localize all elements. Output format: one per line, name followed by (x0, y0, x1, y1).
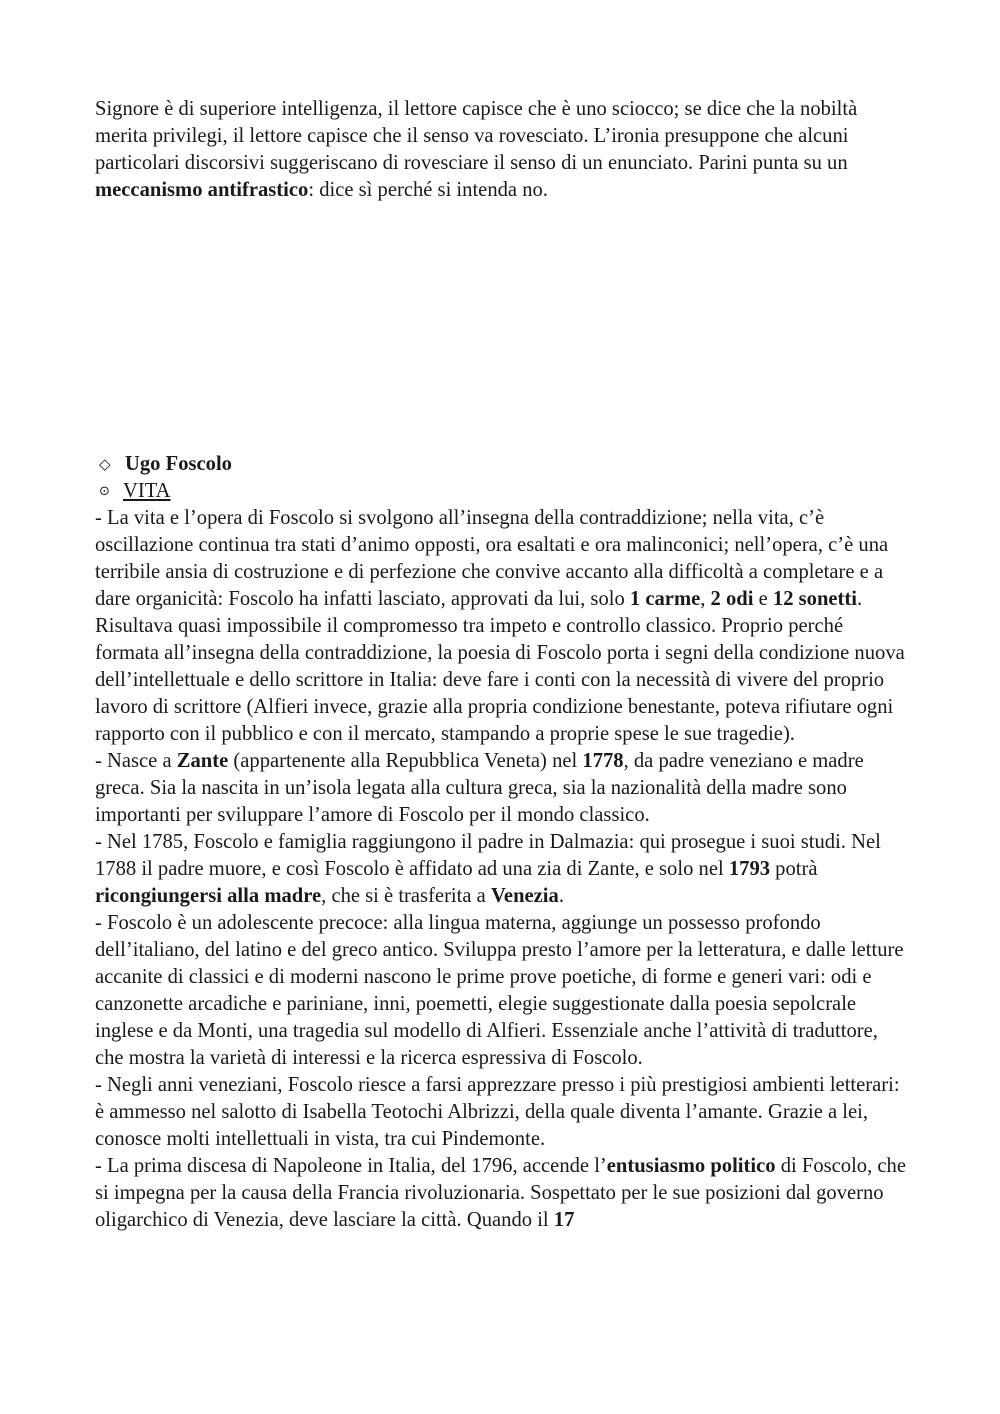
vita-paragraph-3 (95, 829, 910, 910)
subsection-heading (95, 478, 910, 505)
subsection-title: VITA (123, 480, 171, 502)
circle-bullet-icon: ⊙ (99, 484, 110, 499)
bold-term: 1 carme (629, 588, 701, 610)
vita-text: , da padre veneziano e madre greca. Sia la nascita in un’isola legata alla cultura greca, sia la nazionalità della madre sono importanti per sviluppare l’amore di Foscolo per il mondo classico. (95, 750, 864, 826)
vita-paragraph-4 (95, 910, 910, 1072)
bold-term: 1778 (582, 750, 624, 772)
bold-term: entusiasmo politico (606, 1155, 776, 1177)
vita-text: - Nel 1785, Foscolo e famiglia raggiungono il padre in Dalmazia: qui prosegue i suoi studi. Nel 1788 il padre muore, e così Foscolo è affidato ad una zia di Zante, e solo nel (95, 831, 881, 880)
vita-text: e (753, 588, 773, 610)
bold-term: 17 (553, 1209, 575, 1231)
vita-text: , che si è trasferita a (321, 885, 491, 907)
vita-paragraph-2 (95, 748, 910, 829)
bold-term: ricongiungersi alla madre (95, 885, 322, 907)
bold-term: 2 odi (710, 588, 754, 610)
page-gap (95, 204, 910, 451)
bold-term: 12 sonetti (772, 588, 857, 610)
intro-paragraph (95, 96, 910, 204)
vita-text: (appartenente alla Repubblica Veneta) nel (228, 750, 583, 772)
vita-text: , (700, 588, 711, 610)
vita-paragraph-1 (95, 505, 910, 748)
vita-text: - Negli anni veneziani, Foscolo riesce a farsi apprezzare presso i più prestigiosi ambienti letterari: è ammesso nel salotto di Isabella Teotochi Albrizzi, della quale diventa l’amante. Grazie a lei, conosce molti intellettuali in vista, tra cui Pindemonte. (95, 1074, 900, 1150)
diamond-bullet-icon: ◇ (99, 455, 111, 473)
document-page (95, 96, 910, 1234)
vita-text: - La prima discesa di Napoleone in Italia, del 1796, accende l’ (95, 1155, 607, 1177)
vita-paragraph-6 (95, 1153, 910, 1234)
vita-text: . (558, 885, 564, 907)
vita-text: di Foscolo, che si impegna per la causa della Francia rivoluzionaria. Sospettato per le sue posizioni dal governo oligarchico di Venezia, deve lasciare la città. Quando il (95, 1155, 906, 1231)
intro-text: Signore è di superiore intelligenza, il lettore capisce che è uno sciocco; se dice che la nobiltà merita privilegi, il lettore capisce che il senso va rovesciato. L’ironia presuppone che alcuni particolari discorsivi suggeriscano di rovesciare il senso di un enunciato. Parini punta su un (95, 98, 858, 174)
intro-bold-term: meccanismo antifrastico (95, 179, 309, 201)
bold-term: Zante (176, 750, 229, 772)
vita-text: - La vita e l’opera di Foscolo si svolgono all’insegna della contraddizione; nella vita, c’è oscillazione continua tra stati d’animo opposti, ora esaltati e ora malinconici; nell’opera, c’è una terribile ansia di costruzione e di perfezione che convive accanto alla difficoltà a completare e a dare organicità: Foscolo ha infatti lasciato, approvati da lui, solo (95, 507, 889, 610)
vita-text: . Risultava quasi impossibile il compromesso tra impeto e controllo classico. Proprio perché formata all’insegna della contraddizione, la poesia di Foscolo porta i segni della condizione nuova dell’intellettuale e dello scrittore in Italia: deve fare i conti con la necessità di vivere del proprio lavoro di scrittore (Alfieri invece, grazie alla propria condizione benestante, poteva rifiutare ogni rapporto con il pubblico e con il mercato, stampando a proprie spese le sue tragedie). (95, 588, 905, 745)
section-heading (95, 451, 910, 478)
vita-text: - Nasce a (95, 750, 177, 772)
bold-term: 1793 (728, 858, 771, 880)
vita-text: - Foscolo è un adolescente precoce: alla lingua materna, aggiunge un possesso profondo dell’italiano, del latino e del greco antico. Sviluppa presto l’amore per la letteratura, e dalle letture accanite di classici e di moderni nascono le prime prove poetiche, di forme e generi vari: odi e canzonette arcadiche e pariniane, inni, poemetti, elegie suggestionate dalla poesia sepolcrale inglese e da Monti, una tragedia sul modello di Alfieri. Essenziale anche l’attività di traduttore, che mostra la varietà di interessi e la ricerca espressiva di Foscolo. (95, 912, 904, 1069)
vita-text: potrà (770, 858, 818, 880)
section-title: Ugo Foscolo (125, 453, 232, 475)
vita-paragraph-5 (95, 1072, 910, 1153)
bold-term: Venezia (490, 885, 559, 907)
intro-text-end: : dice sì perché si intenda no. (308, 179, 548, 201)
